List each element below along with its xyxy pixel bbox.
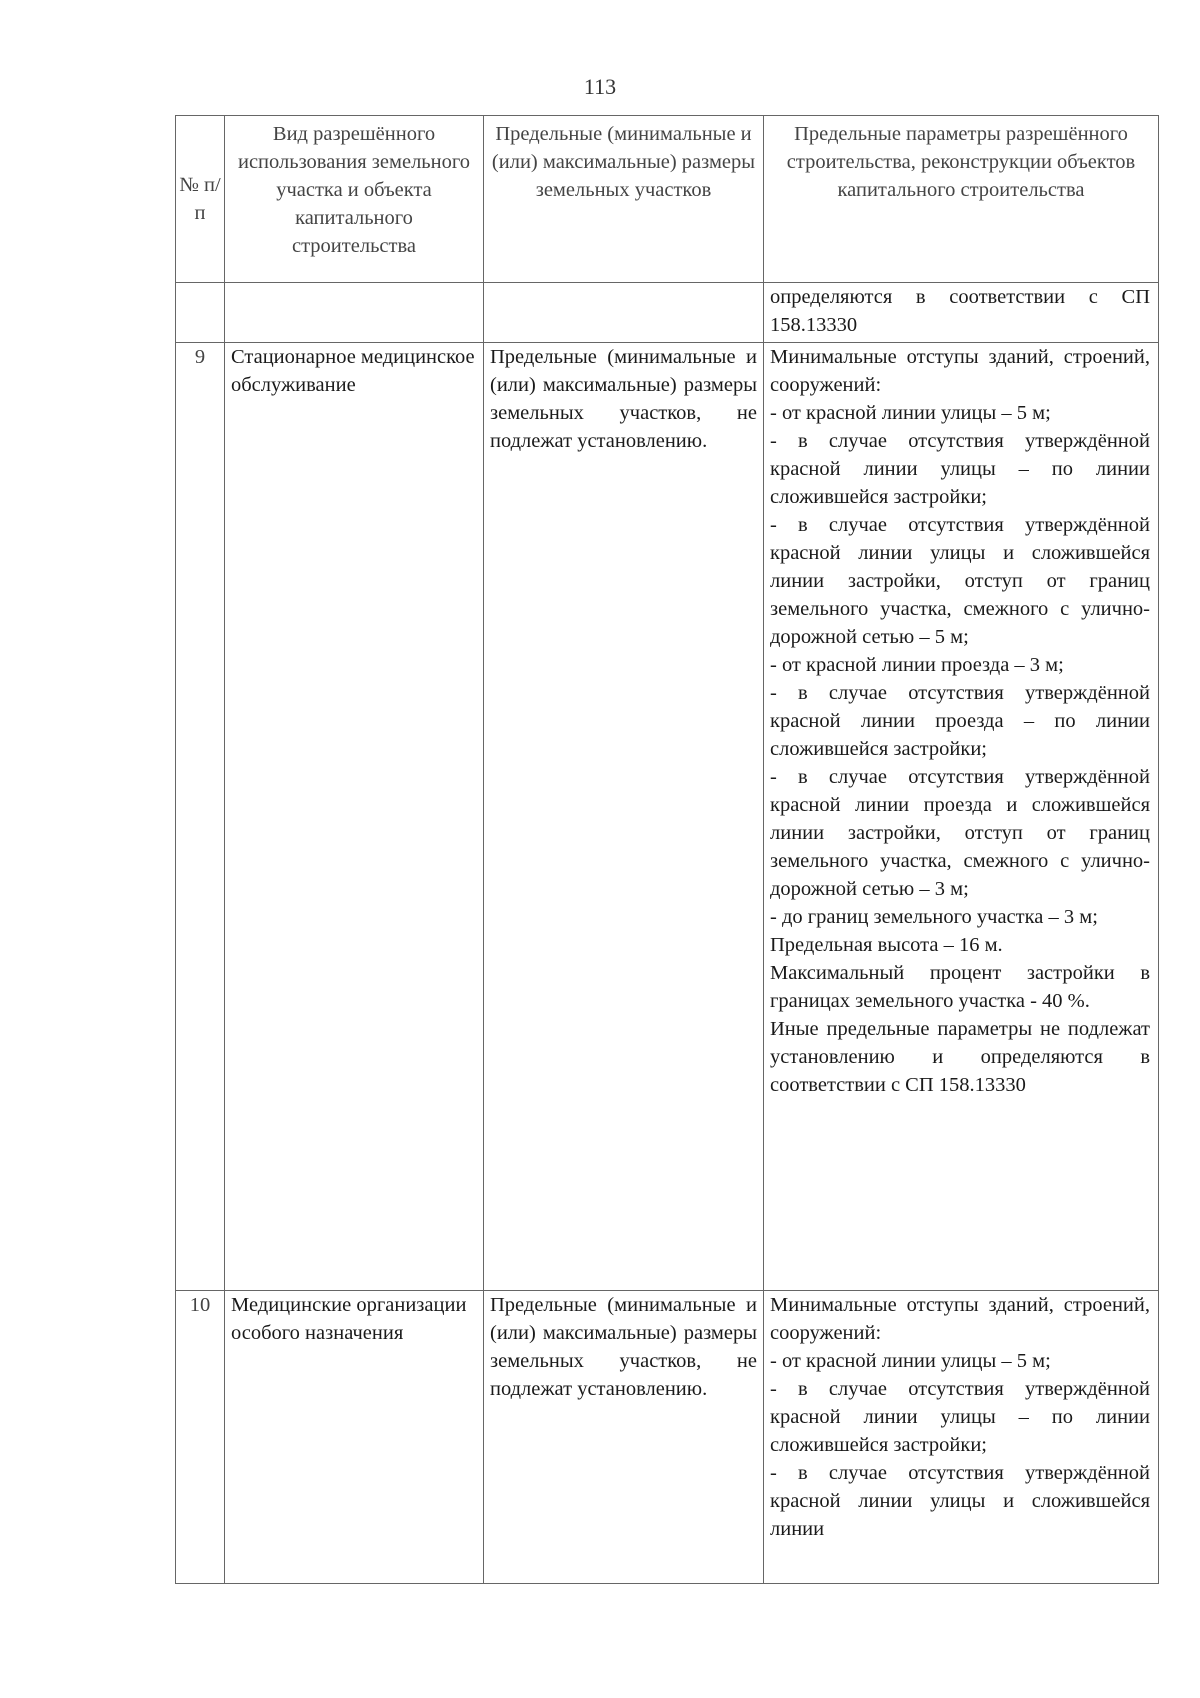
parameter-line: - от красной линии улицы – 5 м; bbox=[770, 402, 1051, 424]
cell-use-type: Медицинские организации особого назначения bbox=[225, 1291, 484, 1584]
parameter-line: - от красной линии проезда – 3 м; bbox=[770, 654, 1064, 676]
table-row-continuation bbox=[176, 283, 1159, 343]
parameter-line: - в случае отсутствия утверждённой красной линии улицы – по линии сложившейся застройки; bbox=[770, 1378, 1150, 1456]
cell-parameters: определяются в соответствии с СП 158.13330 bbox=[764, 283, 1159, 343]
parameter-line: Предельная высота – 16 м. bbox=[770, 934, 1003, 956]
parameter-line: - в случае отсутствия утверждённой красной линии улицы и сложившейся линии застройки, отступ от границ земельного участка, смежного с улично-дорожной сетью – 5 м; bbox=[770, 514, 1150, 648]
header-parameters: Предельные параметры разрешённого строительства, реконструкции объектов капитального строительства bbox=[764, 116, 1159, 283]
header-use-type: Вид разрешённого использования земельного участка и объекта капитального строительства bbox=[225, 116, 484, 283]
table-row bbox=[176, 343, 1159, 1291]
regulations-table bbox=[175, 115, 1159, 1584]
cell-empty bbox=[176, 283, 225, 343]
cell-parameters bbox=[764, 343, 1159, 1291]
cell-empty bbox=[225, 283, 484, 343]
cell-use-type: Стационарное медицинское обслуживание bbox=[225, 343, 484, 1291]
table-row bbox=[176, 1291, 1159, 1584]
cell-number: 10 bbox=[176, 1291, 225, 1584]
header-number: № п/п bbox=[176, 116, 225, 283]
parameter-line: Максимальный процент застройки в границах земельного участка - 40 %. bbox=[770, 962, 1150, 1012]
cell-number: 9 bbox=[176, 343, 225, 1291]
parameter-line: Иные предельные параметры не подлежат установлению и определяются в соответствии с СП 158.13330 bbox=[770, 1018, 1150, 1096]
parameter-line: - до границ земельного участка – 3 м; bbox=[770, 906, 1098, 928]
parameter-line: - в случае отсутствия утверждённой красной линии улицы и сложившейся линии bbox=[770, 1462, 1150, 1540]
cell-parameters bbox=[764, 1291, 1159, 1584]
parameter-line: - в случае отсутствия утверждённой красной линии улицы – по линии сложившейся застройки; bbox=[770, 430, 1150, 508]
cell-empty bbox=[484, 283, 764, 343]
parameter-line: Минимальные отступы зданий, строений, сооружений: bbox=[770, 1294, 1150, 1344]
cell-plot-size: Предельные (минимальные и (или) максимальные) размеры земельных участков, не подлежат установлению. bbox=[484, 1291, 764, 1584]
parameter-line: - от красной линии улицы – 5 м; bbox=[770, 1350, 1051, 1372]
parameter-line: - в случае отсутствия утверждённой красной линии проезда – по линии сложившейся застройки; bbox=[770, 682, 1150, 760]
cell-plot-size: Предельные (минимальные и (или) максимальные) размеры земельных участков, не подлежат установлению. bbox=[484, 343, 764, 1291]
parameter-line: Минимальные отступы зданий, строений, сооружений: bbox=[770, 346, 1150, 396]
parameter-line: - в случае отсутствия утверждённой красной линии проезда и сложившейся линии застройки, отступ от границ земельного участка, смежного с улично-дорожной сетью – 3 м; bbox=[770, 766, 1150, 900]
page-number: 113 bbox=[583, 74, 617, 99]
header-plot-size: Предельные (минимальные и (или) максимальные) размеры земельных участков bbox=[484, 116, 764, 283]
table-header-row bbox=[176, 116, 1159, 283]
